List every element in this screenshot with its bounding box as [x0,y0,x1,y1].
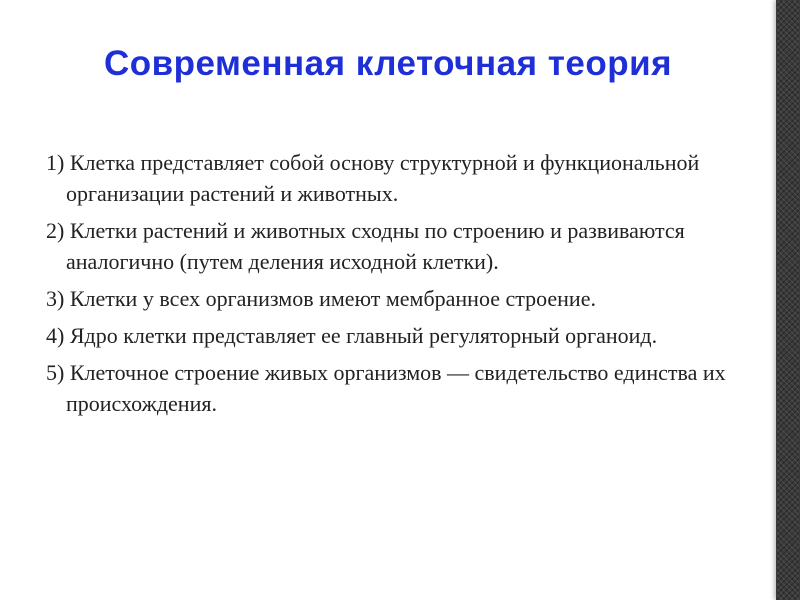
slide-title: Современная клеточная теория [103,44,673,83]
theory-point: 2) Клетки растений и животных сходны по строению и развиваются аналогично (путем деления исходной клетки). [46,218,685,274]
theory-point: 4) Ядро клетки представляет ее главный регуляторный органоид. [46,323,658,348]
theory-point: 1) Клетка представляет собой основу структурной и функциональной организации растений и животных. [46,150,700,206]
decorative-side-border [776,0,800,600]
theory-point: 3) Клетки у всех организмов имеют мембранное строение. [46,286,596,311]
theory-point: 5) Клеточное строение живых организмов — свидетельство единства их происхождения. [46,360,726,416]
theory-points-list [46,147,746,425]
